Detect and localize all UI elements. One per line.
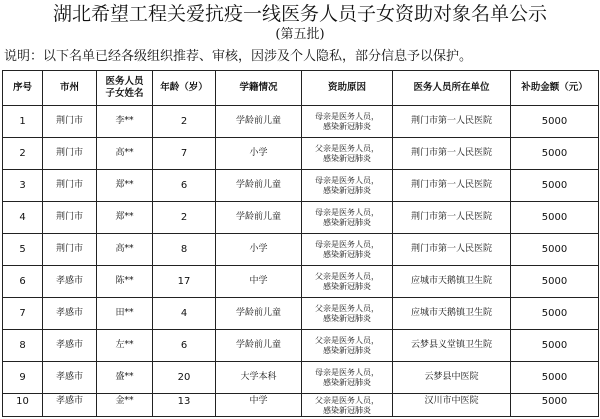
school-cell: 小学 [216, 234, 302, 266]
table-header-row [3, 71, 599, 106]
school-cell: 学龄前儿童 [216, 330, 302, 362]
city-cell: 荆门市 [43, 106, 97, 138]
column-header: 学籍情况 [216, 71, 302, 106]
amount-cell: 5000 [511, 298, 599, 330]
name-cell: 田** [97, 298, 153, 330]
name-cell: 郑** [97, 202, 153, 234]
table-row [3, 266, 599, 298]
unit-cell: 荆门市第一人民医院 [393, 106, 511, 138]
reason-cell: 父亲是医务人员， 感染新冠肺炎 [302, 266, 393, 298]
school-cell: 学龄前儿童 [216, 106, 302, 138]
city-cell: 孝感市 [43, 330, 97, 362]
table-row [3, 170, 599, 202]
note-text: 说明：以下名单已经各级组织推荐、审核，因涉及个人隐私，部分信息予以保护。 [4, 49, 473, 64]
row-number: 4 [3, 202, 43, 234]
unit-cell: 云梦县义堂镇卫生院 [393, 330, 511, 362]
city-cell: 孝感市 [43, 362, 97, 394]
table-row [3, 362, 599, 394]
unit-cell: 汉川市中医院 [393, 394, 511, 417]
reason-cell: 母亲是医务人员， 感染新冠肺炎 [302, 170, 393, 202]
column-header: 资助原因 [302, 71, 393, 106]
row-number: 9 [3, 362, 43, 394]
city-cell: 荆门市 [43, 202, 97, 234]
column-header: 序号 [3, 71, 43, 106]
amount-cell: 5000 [511, 138, 599, 170]
age-cell: 17 [153, 266, 216, 298]
row-number: 8 [3, 330, 43, 362]
city-cell: 荆门市 [43, 170, 97, 202]
row-number: 2 [3, 138, 43, 170]
age-cell: 6 [153, 330, 216, 362]
age-cell: 7 [153, 138, 216, 170]
unit-cell: 荆门市第一人民医院 [393, 138, 511, 170]
column-header: 市州 [43, 71, 97, 106]
school-cell: 学龄前儿童 [216, 298, 302, 330]
school-cell: 学龄前儿童 [216, 170, 302, 202]
row-number: 6 [3, 266, 43, 298]
table-row [3, 394, 599, 417]
city-cell: 孝感市 [43, 394, 97, 417]
reason-cell: 母亲是医务人员， 感染新冠肺炎 [302, 106, 393, 138]
table-row [3, 106, 599, 138]
column-header: 医务人员 子女姓名 [97, 71, 153, 106]
name-cell: 左** [97, 330, 153, 362]
unit-cell: 荆门市第一人民医院 [393, 202, 511, 234]
table-row [3, 138, 599, 170]
unit-cell: 应城市天鹅镇卫生院 [393, 298, 511, 330]
school-cell: 大学本科 [216, 362, 302, 394]
school-cell: 学龄前儿童 [216, 202, 302, 234]
reason-cell: 父亲是医务人员， 感染新冠肺炎 [302, 298, 393, 330]
age-cell: 6 [153, 170, 216, 202]
name-cell: 盛** [97, 362, 153, 394]
name-cell: 高** [97, 234, 153, 266]
amount-cell: 5000 [511, 202, 599, 234]
row-number: 3 [3, 170, 43, 202]
age-cell: 20 [153, 362, 216, 394]
table-row [3, 330, 599, 362]
amount-cell: 5000 [511, 266, 599, 298]
amount-cell: 5000 [511, 106, 599, 138]
age-cell: 8 [153, 234, 216, 266]
name-cell: 陈** [97, 266, 153, 298]
school-cell: 中学 [216, 394, 302, 417]
column-header: 补助金额（元） [511, 71, 599, 106]
city-cell: 孝感市 [43, 298, 97, 330]
age-cell: 2 [153, 106, 216, 138]
age-cell: 13 [153, 394, 216, 417]
name-cell: 高** [97, 138, 153, 170]
reason-cell: 母亲是医务人员， 感染新冠肺炎 [302, 202, 393, 234]
reason-cell: 父亲是医务人员， 感染新冠肺炎 [302, 394, 393, 417]
school-cell: 小学 [216, 138, 302, 170]
row-number: 10 [3, 394, 43, 417]
amount-cell: 5000 [511, 394, 599, 417]
unit-cell: 云梦县中医院 [393, 362, 511, 394]
table-row [3, 234, 599, 266]
unit-cell: 应城市天鹅镇卫生院 [393, 266, 511, 298]
age-cell: 2 [153, 202, 216, 234]
batch-subtitle: (第五批) [275, 27, 325, 42]
row-number: 7 [3, 298, 43, 330]
page-title: 湖北希望工程关爱抗疫一线医务人员子女资助对象名单公示 [52, 3, 547, 25]
unit-cell: 荆门市第一人民医院 [393, 170, 511, 202]
table-row [3, 202, 599, 234]
city-cell: 孝感市 [43, 266, 97, 298]
row-number: 5 [3, 234, 43, 266]
reason-cell: 父亲是医务人员， 感染新冠肺炎 [302, 138, 393, 170]
city-cell: 荆门市 [43, 234, 97, 266]
name-cell: 李** [97, 106, 153, 138]
reason-cell: 母亲是医务人员， 感染新冠肺炎 [302, 234, 393, 266]
table-row [3, 298, 599, 330]
amount-cell: 5000 [511, 362, 599, 394]
unit-cell: 荆门市第一人民医院 [393, 234, 511, 266]
amount-cell: 5000 [511, 170, 599, 202]
row-number: 1 [3, 106, 43, 138]
recipient-table [2, 70, 599, 417]
city-cell: 荆门市 [43, 138, 97, 170]
amount-cell: 5000 [511, 234, 599, 266]
reason-cell: 母亲是医务人员， 感染新冠肺炎 [302, 362, 393, 394]
reason-cell: 父亲是医务人员， 感染新冠肺炎 [302, 330, 393, 362]
column-header: 医务人员所在单位 [393, 71, 511, 106]
school-cell: 中学 [216, 266, 302, 298]
amount-cell: 5000 [511, 330, 599, 362]
age-cell: 4 [153, 298, 216, 330]
name-cell: 郑** [97, 170, 153, 202]
column-header: 年龄（岁） [153, 71, 216, 106]
name-cell: 金** [97, 394, 153, 417]
